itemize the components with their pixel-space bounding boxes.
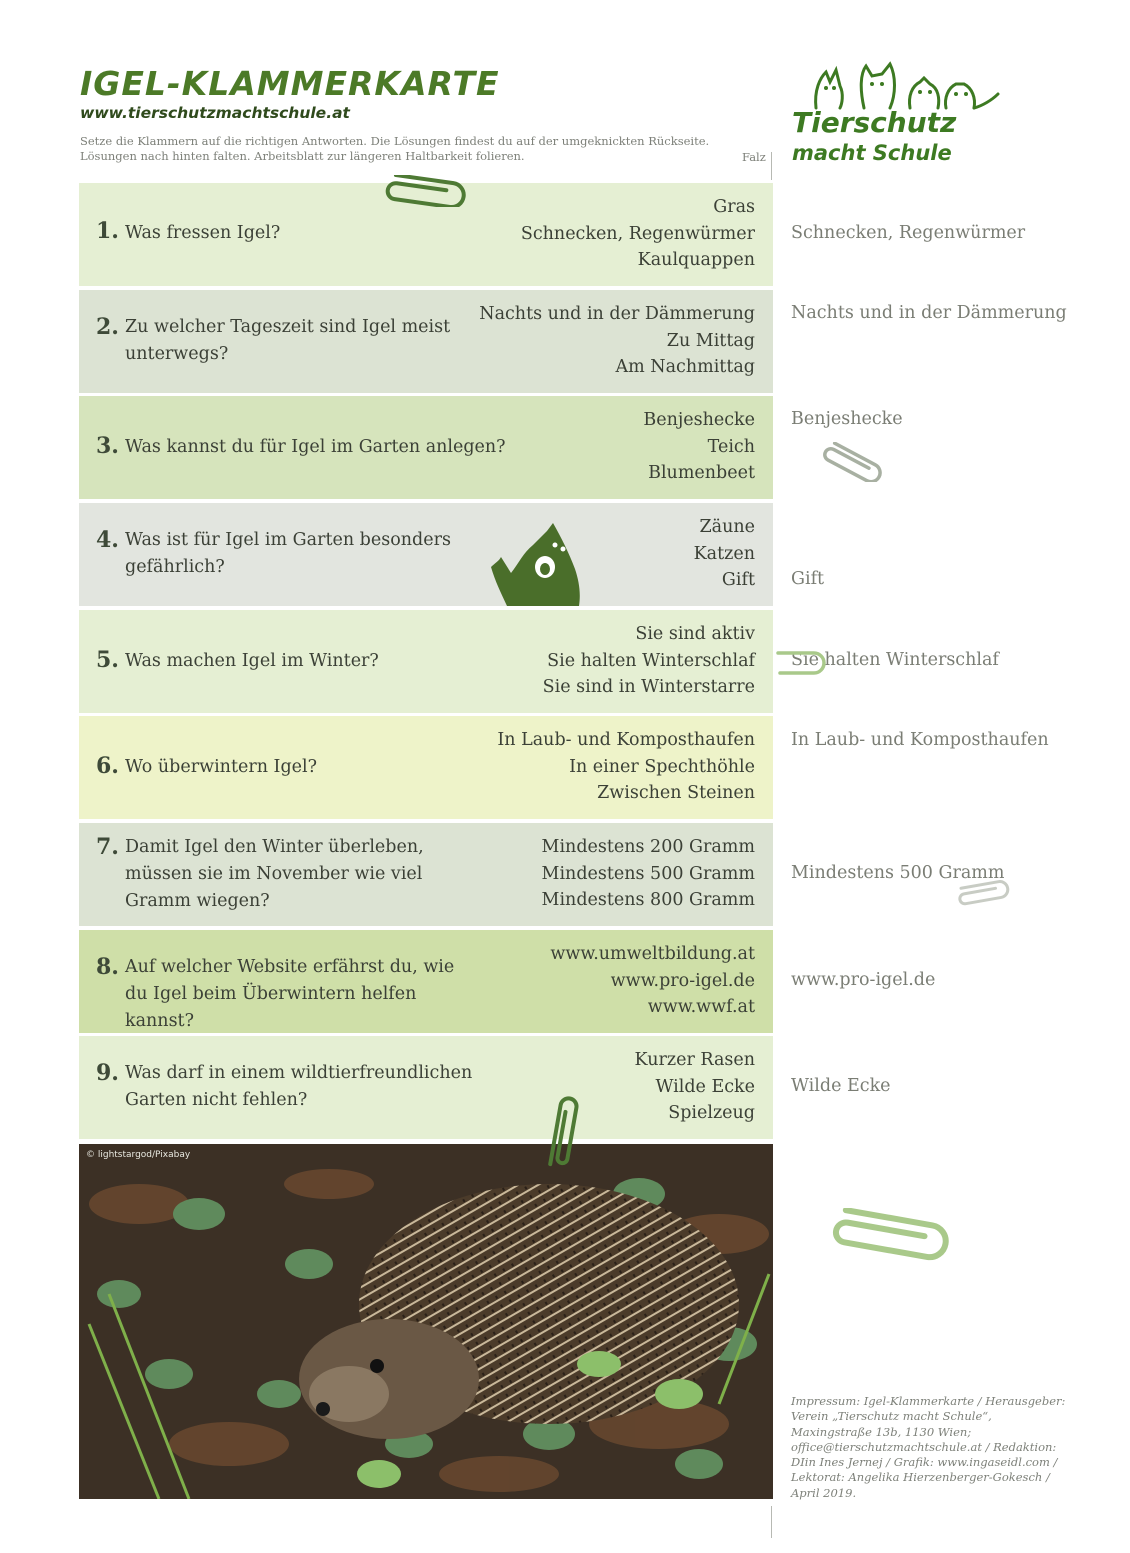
question-text: Was darf in einem wildtierfreundlichen Garten nicht fehlen? <box>125 1063 473 1110</box>
question-row-8 <box>79 930 773 1033</box>
answer-options <box>543 621 755 701</box>
instruction-line-1: Setze die Klammern auf die richtigen Antworten. Die Lösungen findest du auf der umgeknickten Rückseite. <box>80 134 710 148</box>
answer-option[interactable]: Sie sind aktiv <box>635 624 755 644</box>
solution-9: Wilde Ecke <box>791 1076 891 1096</box>
answer-options <box>479 301 755 381</box>
answer-option[interactable]: Zäune <box>699 517 755 537</box>
question-row-4 <box>79 503 773 606</box>
question-row-6 <box>79 716 773 819</box>
question-number: 7. <box>96 834 119 860</box>
question-number: 6. <box>96 753 119 779</box>
paperclip-icon[interactable] <box>380 175 466 207</box>
answer-option[interactable]: www.umweltbildung.at <box>550 944 755 964</box>
question-text: Auf welcher Website erfährst du, wie du Igel beim Überwintern helfen kannst? <box>125 957 455 1031</box>
answer-option[interactable]: www.pro-igel.de <box>610 970 755 991</box>
answer-option[interactable]: Mindestens 200 Gramm <box>541 837 755 857</box>
answer-options <box>550 941 755 1021</box>
paperclip-icon[interactable] <box>772 649 832 677</box>
paperclip-icon[interactable] <box>826 1208 952 1264</box>
solution-1: Schnecken, Regenwürmer <box>791 223 1026 243</box>
answer-option[interactable]: www.wwf.at <box>647 997 755 1018</box>
paperclip-icon[interactable] <box>546 1092 582 1172</box>
question-text: Was machen Igel im Winter? <box>125 651 379 671</box>
question-text: Damit Igel den Winter überleben, müssen sie im November wie viel Gramm wiegen? <box>125 837 424 911</box>
solution-4: Gift <box>791 569 825 589</box>
answer-option[interactable]: Schnecken, Regenwürmer <box>520 223 755 244</box>
answer-options <box>542 834 755 914</box>
answer-option[interactable]: In einer Spechthöhle <box>569 756 755 777</box>
answer-option[interactable]: Wilde Ecke <box>655 1076 755 1097</box>
fold-line-bottom <box>771 1506 772 1538</box>
answer-options <box>497 727 755 807</box>
answer-option[interactable]: Teich <box>707 436 755 457</box>
instruction-line-2: Lösungen nach hinten falten. Arbeitsblatt zur längeren Haltbarkeit folieren. <box>80 149 525 163</box>
answer-option[interactable]: Am Nachmittag <box>615 357 755 378</box>
answer-option[interactable]: Mindestens 800 Gramm <box>541 890 755 911</box>
solution-3: Benjeshecke <box>791 409 903 429</box>
question-text: Wo überwintern Igel? <box>125 757 317 777</box>
answer-option[interactable]: Kaulquappen <box>637 250 755 271</box>
answer-option[interactable]: Benjeshecke <box>643 410 755 430</box>
answer-option[interactable]: Sie halten Winterschlaf <box>547 650 755 671</box>
answer-option[interactable]: Gras <box>713 197 755 217</box>
question-number: 1. <box>96 218 119 244</box>
logo-text-line-1: Tierschutz <box>792 106 957 139</box>
question-number: 4. <box>96 527 119 553</box>
website-url[interactable]: www.tierschutzmachtschule.at <box>80 104 350 122</box>
answer-option[interactable]: Mindestens 500 Gramm <box>541 863 755 884</box>
impressum: Impressum: Igel-Klammerkarte / Herausgeber: Verein „Tierschutz macht Schule“, Maxingstraße 13b, 1130 Wien; office@tierschutzmachtschule.at / Redaktion: DIin Ines Jernej / Grafik: www.ingaseidl.com / Lektorat: Angelika Hierzenberger-Gokesch / April 2019. <box>791 1394 1066 1500</box>
cat-silhouette-icon <box>489 523 584 606</box>
fold-line-top <box>771 152 772 180</box>
question-text: Was kannst du für Igel im Garten anlegen? <box>125 437 506 457</box>
answer-option[interactable]: Gift <box>721 570 755 591</box>
question-row-7 <box>79 823 773 926</box>
question-text: Zu welcher Tageszeit sind Igel meist unterwegs? <box>125 317 451 364</box>
logo-text-line-2: macht Schule <box>792 141 952 165</box>
paperclip-icon[interactable] <box>956 878 1016 906</box>
answer-option[interactable]: Kurzer Rasen <box>634 1050 755 1070</box>
paperclip-icon[interactable] <box>818 442 888 482</box>
solution-8: www.pro-igel.de <box>791 970 936 990</box>
answer-options <box>694 514 755 594</box>
question-number: 5. <box>96 647 119 673</box>
photo-credit: © lightstargod/Pixabay <box>86 1150 191 1160</box>
solution-5: Sie halten Winterschlaf <box>791 650 999 670</box>
solution-2: Nachts und in der Dämmerung <box>791 303 1067 323</box>
question-text: Was fressen Igel? <box>125 223 281 243</box>
answer-options <box>521 194 755 274</box>
solution-6: In Laub- und Komposthaufen <box>791 730 1049 750</box>
answer-option[interactable]: Katzen <box>693 543 755 564</box>
fold-label: Falz <box>742 150 766 164</box>
solution-7: Mindestens 500 Gramm <box>791 863 1005 883</box>
question-number: 2. <box>96 314 119 340</box>
answer-option[interactable]: Sie sind in Winterstarre <box>542 677 755 698</box>
answer-option[interactable]: In Laub- und Komposthaufen <box>497 730 755 750</box>
page-title: IGEL-KLAMMERKARTE <box>80 64 500 103</box>
question-number: 3. <box>96 433 119 459</box>
answer-option[interactable]: Blumenbeet <box>648 463 755 484</box>
answer-option[interactable]: Zu Mittag <box>666 330 755 351</box>
question-row-9 <box>79 1036 773 1139</box>
answer-option[interactable]: Nachts und in der Dämmerung <box>479 304 755 324</box>
question-row-3 <box>79 396 773 499</box>
question-text: Was ist für Igel im Garten besonders gefährlich? <box>125 530 451 577</box>
answer-option[interactable]: Zwischen Steinen <box>597 783 755 804</box>
answer-options <box>635 1047 755 1127</box>
hedgehog-photo <box>79 1144 773 1499</box>
question-number: 8. <box>96 954 119 980</box>
question-row-5 <box>79 610 773 713</box>
question-number: 9. <box>96 1060 119 1086</box>
instructions <box>80 134 709 164</box>
question-row-2 <box>79 290 773 393</box>
answer-options <box>643 407 755 487</box>
answer-option[interactable]: Spielzeug <box>668 1103 755 1124</box>
